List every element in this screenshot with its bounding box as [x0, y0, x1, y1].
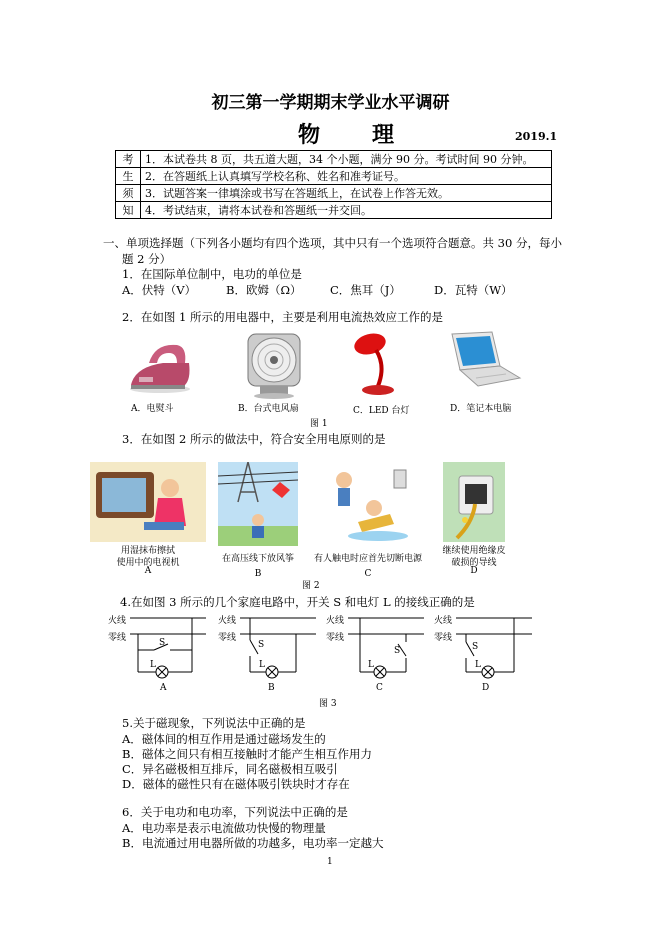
- lamp-label: L: [150, 660, 156, 670]
- damaged-wire-picture: [443, 462, 505, 542]
- q3-caption-d2: 破损的导线: [451, 558, 497, 568]
- notice-label: 生: [116, 168, 141, 185]
- subject-title: 物理: [298, 122, 447, 148]
- q2-caption-c: C．LED 台灯: [353, 406, 410, 416]
- figure-1-label: 图 1: [310, 419, 328, 429]
- circuit-b-diagram: [240, 610, 320, 682]
- kite-high-voltage-picture: [218, 462, 298, 546]
- live-wire-label: 火线: [218, 616, 237, 626]
- notice-item: 1．本试卷共 8 页，共五道大题，34 个小题，满分 90 分。考试时间 90 分钟。: [141, 151, 552, 168]
- iron-picture: [125, 333, 195, 398]
- lamp-label: L: [475, 660, 481, 670]
- q4-letter-b: B: [268, 683, 275, 693]
- switch-label: S: [258, 640, 265, 650]
- laptop-picture: [442, 330, 522, 392]
- switch-label: S: [472, 642, 479, 652]
- q1-option-d: D．瓦特（W）: [434, 283, 513, 297]
- q1-stem: 1．在国际单位制中，电功的单位是: [122, 267, 302, 281]
- q3-caption-d1: 继续使用绝缘皮: [442, 546, 506, 556]
- q3-caption-b: 在高压线下放风筝: [221, 554, 294, 564]
- q4-letter-c: C: [376, 683, 383, 693]
- live-wire-label: 火线: [326, 616, 345, 626]
- q2-caption-d: D．笔记本电脑: [450, 404, 512, 414]
- notice-item: 2．在答题纸上认真填写学校名称、姓名和准考证号。: [141, 168, 552, 185]
- q6-stem: 6．关于电功和电功率，下列说法中正确的是: [122, 805, 348, 819]
- q2-stem: 2．在如图 1 所示的用电器中，主要是利用电流热效应工作的是: [122, 310, 443, 324]
- page-number: 1: [327, 857, 333, 867]
- neutral-wire-label: 零线: [434, 633, 453, 643]
- q3-letter-c: C: [364, 569, 372, 579]
- q4-letter-d: D: [482, 683, 490, 693]
- q3-caption-c: 有人触电时应首先切断电源: [313, 554, 422, 564]
- q1-option-b: B．欧姆（Ω）: [226, 283, 302, 297]
- notice-item: 3．试题答案一律填涂或书写在答题纸上，在试卷上作答无效。: [141, 185, 552, 202]
- q3-letter-a: A: [144, 566, 152, 576]
- figure-2-label: 图 2: [302, 581, 320, 591]
- q5-option-d: D．磁体的磁性只有在磁体吸引铁块时才存在: [122, 777, 350, 791]
- lamp-label: L: [368, 660, 374, 670]
- exam-date: 2019.1: [515, 130, 558, 143]
- notice-label: 考: [116, 151, 141, 168]
- neutral-wire-label: 零线: [108, 633, 127, 643]
- q3-letter-b: B: [254, 569, 262, 579]
- q3-caption-a1: 用湿抹布擦拭: [120, 546, 175, 556]
- switch-label: S: [394, 646, 401, 656]
- q3-caption-a2: 使用中的电视机: [116, 558, 180, 568]
- led-lamp-picture: [350, 330, 400, 400]
- figure-3-label: 图 3: [319, 699, 337, 709]
- q3-stem: 3．在如图 2 所示的做法中，符合安全用电原则的是: [122, 432, 386, 446]
- notice-label: 须: [116, 185, 141, 202]
- q3-letter-d: D: [470, 566, 478, 576]
- q5-stem: 5.关于磁现象，下列说法中正确的是: [122, 716, 306, 730]
- circuit-d-diagram: [456, 610, 536, 682]
- notice-item: 4．考试结束，请将本试卷和答题纸一并交回。: [141, 202, 552, 219]
- q1-option-a: A．伏特（V）: [122, 283, 197, 297]
- q6-option-a: A．电功率是表示电流做功快慢的物理量: [122, 821, 326, 835]
- section-heading-cont: 题 2 分）: [122, 252, 172, 266]
- circuit-c-diagram: [348, 610, 428, 682]
- q4-stem: 4.在如图 3 所示的几个家庭电路中，开关 S 和电灯 L 的接线正确的是: [120, 595, 475, 609]
- q6-option-b: B．电流通过用电器所做的功越多，电功率一定越大: [122, 836, 384, 850]
- q5-option-a: A．磁体间的相互作用是通过磁场发生的: [122, 732, 326, 746]
- q1-option-c: C．焦耳（J）: [330, 283, 401, 297]
- neutral-wire-label: 零线: [326, 633, 345, 643]
- q2-caption-a: A．电熨斗: [131, 404, 174, 414]
- q2-caption-b: B．台式电风扇: [238, 404, 299, 414]
- notice-label: 知: [116, 202, 141, 219]
- q5-option-b: B．磁体之间只有相互接触时才能产生相互作用力: [122, 747, 372, 761]
- q4-letter-a: A: [160, 683, 167, 693]
- section-heading: 一、单项选择题（下列各小题均有四个选项，其中只有一个选项符合题意。共 30 分，每小: [103, 236, 562, 250]
- cut-power-electric-shock-picture: [318, 462, 418, 546]
- circuit-a-diagram: [130, 610, 210, 682]
- notice-table: [115, 150, 552, 219]
- fan-picture: [244, 330, 304, 400]
- switch-label: S: [159, 638, 166, 648]
- live-wire-label: 火线: [108, 616, 127, 626]
- neutral-wire-label: 零线: [218, 633, 237, 643]
- wet-cloth-tv-picture: [90, 462, 206, 542]
- lamp-label: L: [259, 660, 265, 670]
- live-wire-label: 火线: [434, 616, 453, 626]
- exam-title: 初三第一学期期末学业水平调研: [211, 93, 450, 113]
- q5-option-c: C．异名磁极相互排斥，同名磁极相互吸引: [122, 762, 338, 776]
